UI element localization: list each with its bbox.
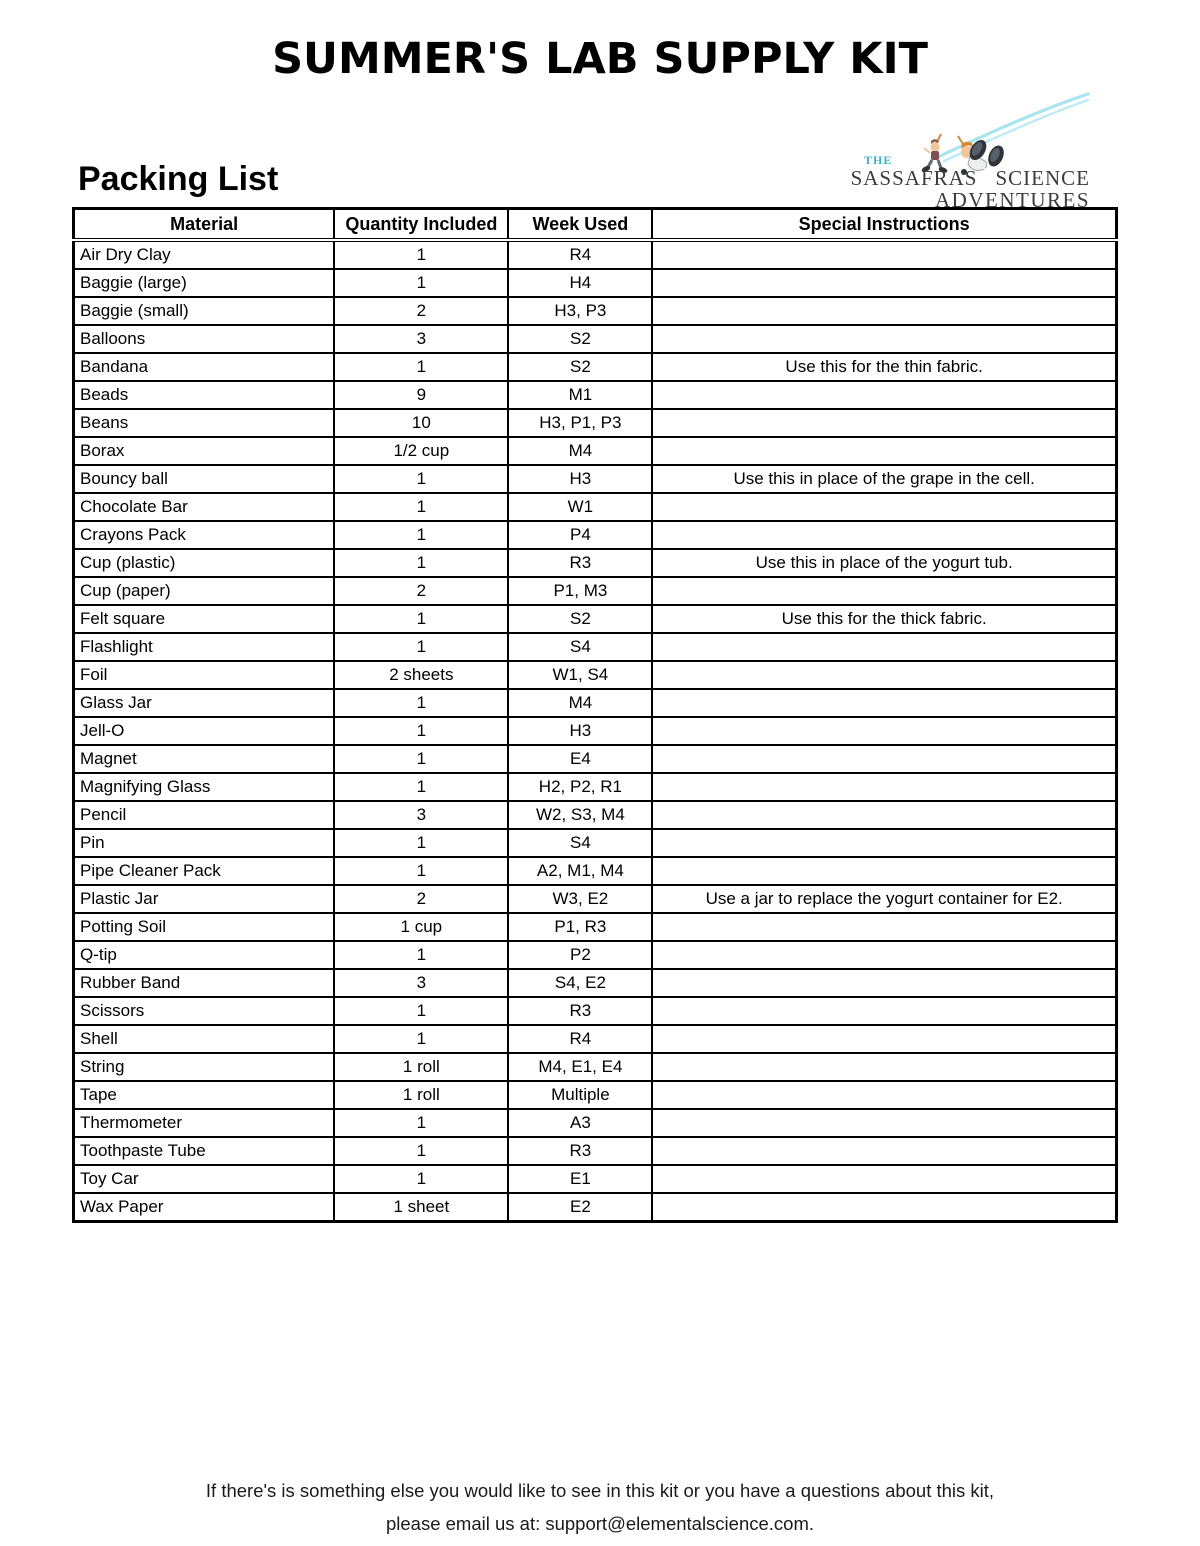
cell-quantity-included: 1 bbox=[334, 269, 508, 297]
cell-week-used: P1, M3 bbox=[508, 577, 652, 605]
cell-special-instructions bbox=[652, 409, 1116, 437]
packing-list-table bbox=[72, 207, 1118, 1223]
cell-material: Shell bbox=[74, 1025, 335, 1053]
cell-quantity-included: 2 bbox=[334, 577, 508, 605]
cell-material: Cup (plastic) bbox=[74, 549, 335, 577]
cell-material: Toothpaste Tube bbox=[74, 1137, 335, 1165]
cell-week-used: H4 bbox=[508, 269, 652, 297]
cell-special-instructions bbox=[652, 1025, 1116, 1053]
page-title: SUMMER'S LAB SUPPLY KIT bbox=[272, 34, 928, 84]
table-row bbox=[74, 437, 1117, 465]
cell-material: Chocolate Bar bbox=[74, 493, 335, 521]
cell-special-instructions bbox=[652, 437, 1116, 465]
cell-week-used: P4 bbox=[508, 521, 652, 549]
cell-special-instructions bbox=[652, 773, 1116, 801]
cell-quantity-included: 1/2 cup bbox=[334, 437, 508, 465]
cell-quantity-included: 3 bbox=[334, 801, 508, 829]
cell-special-instructions bbox=[652, 913, 1116, 941]
cell-quantity-included: 1 bbox=[334, 1025, 508, 1053]
cell-quantity-included: 1 bbox=[334, 465, 508, 493]
cell-special-instructions bbox=[652, 969, 1116, 997]
cell-special-instructions bbox=[652, 577, 1116, 605]
header-special-instructions: Special Instructions bbox=[652, 209, 1116, 240]
cell-week-used: H3 bbox=[508, 465, 652, 493]
cell-material: Beads bbox=[74, 381, 335, 409]
cell-special-instructions bbox=[652, 689, 1116, 717]
cell-quantity-included: 1 bbox=[334, 240, 508, 269]
cell-quantity-included: 1 bbox=[334, 605, 508, 633]
table-row bbox=[74, 969, 1117, 997]
cell-quantity-included: 3 bbox=[334, 969, 508, 997]
cell-quantity-included: 1 bbox=[334, 997, 508, 1025]
cell-special-instructions: Use a jar to replace the yogurt container for E2. bbox=[652, 885, 1116, 913]
cell-material: Toy Car bbox=[74, 1165, 335, 1193]
cell-quantity-included: 1 bbox=[334, 1165, 508, 1193]
cell-week-used: H3, P1, P3 bbox=[508, 409, 652, 437]
cell-quantity-included: 1 cup bbox=[334, 913, 508, 941]
cell-special-instructions bbox=[652, 857, 1116, 885]
sassafras-logo bbox=[840, 92, 1090, 210]
cell-material: Felt square bbox=[74, 605, 335, 633]
cell-quantity-included: 9 bbox=[334, 381, 508, 409]
cell-special-instructions bbox=[652, 801, 1116, 829]
cell-material: Pencil bbox=[74, 801, 335, 829]
table-row bbox=[74, 577, 1117, 605]
cell-week-used: E1 bbox=[508, 1165, 652, 1193]
cell-week-used: A3 bbox=[508, 1109, 652, 1137]
cell-special-instructions bbox=[652, 829, 1116, 857]
cell-special-instructions bbox=[652, 1193, 1116, 1222]
footer-note bbox=[0, 1474, 1200, 1540]
cell-quantity-included: 1 sheet bbox=[334, 1193, 508, 1222]
cell-week-used: R4 bbox=[508, 240, 652, 269]
table-row bbox=[74, 913, 1117, 941]
cell-material: Thermometer bbox=[74, 1109, 335, 1137]
cell-special-instructions bbox=[652, 745, 1116, 773]
cell-material: Q-tip bbox=[74, 941, 335, 969]
cell-special-instructions bbox=[652, 941, 1116, 969]
cell-quantity-included: 1 bbox=[334, 493, 508, 521]
table-row bbox=[74, 1193, 1117, 1222]
cell-week-used: S2 bbox=[508, 605, 652, 633]
cell-quantity-included: 1 bbox=[334, 773, 508, 801]
table-row bbox=[74, 549, 1117, 577]
header-week-used: Week Used bbox=[508, 209, 652, 240]
cell-quantity-included: 2 bbox=[334, 297, 508, 325]
cell-special-instructions bbox=[652, 1165, 1116, 1193]
table-row bbox=[74, 689, 1117, 717]
cell-material: Baggie (large) bbox=[74, 269, 335, 297]
cell-quantity-included: 1 bbox=[334, 689, 508, 717]
cell-special-instructions: Use this for the thin fabric. bbox=[652, 353, 1116, 381]
cell-special-instructions bbox=[652, 381, 1116, 409]
table-row bbox=[74, 1109, 1117, 1137]
cell-week-used: S4 bbox=[508, 829, 652, 857]
table-row bbox=[74, 773, 1117, 801]
cell-quantity-included: 1 roll bbox=[334, 1081, 508, 1109]
table-row bbox=[74, 297, 1117, 325]
cell-week-used: P2 bbox=[508, 941, 652, 969]
table-row bbox=[74, 240, 1117, 269]
cell-material: Foil bbox=[74, 661, 335, 689]
cell-material: Bouncy ball bbox=[74, 465, 335, 493]
cell-week-used: R4 bbox=[508, 1025, 652, 1053]
table-row bbox=[74, 381, 1117, 409]
cell-material: Plastic Jar bbox=[74, 885, 335, 913]
logo-sassafras-text: SASSAFRAS bbox=[850, 166, 978, 190]
cell-material: Potting Soil bbox=[74, 913, 335, 941]
cell-material: Wax Paper bbox=[74, 1193, 335, 1222]
cell-material: Air Dry Clay bbox=[74, 240, 335, 269]
cell-week-used: S4, E2 bbox=[508, 969, 652, 997]
cell-week-used: S2 bbox=[508, 325, 652, 353]
table-row bbox=[74, 1165, 1117, 1193]
logo-adventures-text: ADVENTURES bbox=[935, 188, 1090, 212]
cell-week-used: R3 bbox=[508, 1137, 652, 1165]
cell-material: Pipe Cleaner Pack bbox=[74, 857, 335, 885]
cell-special-instructions: Use this in place of the grape in the cell. bbox=[652, 465, 1116, 493]
cell-quantity-included: 2 bbox=[334, 885, 508, 913]
cell-material: Crayons Pack bbox=[74, 521, 335, 549]
cell-week-used: M4 bbox=[508, 689, 652, 717]
table-row bbox=[74, 605, 1117, 633]
cell-special-instructions bbox=[652, 269, 1116, 297]
cell-week-used: H3 bbox=[508, 717, 652, 745]
logo-science-text: SCIENCE bbox=[995, 166, 1090, 190]
cell-material: Pin bbox=[74, 829, 335, 857]
table-row bbox=[74, 521, 1117, 549]
cell-special-instructions: Use this for the thick fabric. bbox=[652, 605, 1116, 633]
cell-week-used: S2 bbox=[508, 353, 652, 381]
cell-quantity-included: 1 bbox=[334, 1137, 508, 1165]
cell-week-used: W3, E2 bbox=[508, 885, 652, 913]
cell-quantity-included: 1 bbox=[334, 549, 508, 577]
logo-the-label: THE bbox=[864, 153, 893, 167]
cell-week-used: H2, P2, R1 bbox=[508, 773, 652, 801]
table-row bbox=[74, 465, 1117, 493]
cell-material: Beans bbox=[74, 409, 335, 437]
cell-week-used: R3 bbox=[508, 997, 652, 1025]
cell-week-used: H3, P3 bbox=[508, 297, 652, 325]
cell-material: Baggie (small) bbox=[74, 297, 335, 325]
table-row bbox=[74, 857, 1117, 885]
cell-material: Tape bbox=[74, 1081, 335, 1109]
cell-quantity-included: 1 bbox=[334, 829, 508, 857]
cell-quantity-included: 1 bbox=[334, 521, 508, 549]
cell-special-instructions bbox=[652, 325, 1116, 353]
cell-material: Rubber Band bbox=[74, 969, 335, 997]
table-row bbox=[74, 633, 1117, 661]
cell-material: Jell-O bbox=[74, 717, 335, 745]
cell-material: Scissors bbox=[74, 997, 335, 1025]
cell-special-instructions bbox=[652, 1137, 1116, 1165]
cell-week-used: R3 bbox=[508, 549, 652, 577]
table-row bbox=[74, 885, 1117, 913]
cell-special-instructions bbox=[652, 1053, 1116, 1081]
cell-quantity-included: 1 bbox=[334, 717, 508, 745]
cell-material: Magnifying Glass bbox=[74, 773, 335, 801]
cell-special-instructions bbox=[652, 717, 1116, 745]
cell-quantity-included: 1 bbox=[334, 633, 508, 661]
cell-week-used: M1 bbox=[508, 381, 652, 409]
cell-week-used: E2 bbox=[508, 1193, 652, 1222]
cell-quantity-included: 10 bbox=[334, 409, 508, 437]
table-row bbox=[74, 1025, 1117, 1053]
cell-material: Bandana bbox=[74, 353, 335, 381]
cell-week-used: W2, S3, M4 bbox=[508, 801, 652, 829]
cell-special-instructions: Use this in place of the yogurt tub. bbox=[652, 549, 1116, 577]
cell-quantity-included: 1 bbox=[334, 857, 508, 885]
cell-material: Glass Jar bbox=[74, 689, 335, 717]
cell-special-instructions bbox=[652, 521, 1116, 549]
header-material: Material bbox=[74, 209, 335, 240]
table-row bbox=[74, 745, 1117, 773]
cell-material: Cup (paper) bbox=[74, 577, 335, 605]
cell-quantity-included: 1 bbox=[334, 1109, 508, 1137]
table-row bbox=[74, 1137, 1117, 1165]
cell-week-used: Multiple bbox=[508, 1081, 652, 1109]
table-row bbox=[74, 801, 1117, 829]
table-row bbox=[74, 829, 1117, 857]
cell-material: Borax bbox=[74, 437, 335, 465]
cell-material: Magnet bbox=[74, 745, 335, 773]
footer-line2: please email us at: support@elementalscience.com. bbox=[385, 1513, 815, 1534]
cell-quantity-included: 2 sheets bbox=[334, 661, 508, 689]
cell-week-used: A2, M1, M4 bbox=[508, 857, 652, 885]
table-row bbox=[74, 353, 1117, 381]
table-row bbox=[74, 269, 1117, 297]
packing-list-rows bbox=[74, 240, 1117, 1222]
cell-special-instructions bbox=[652, 1109, 1116, 1137]
cell-quantity-included: 1 bbox=[334, 745, 508, 773]
cell-quantity-included: 3 bbox=[334, 325, 508, 353]
cell-week-used: E4 bbox=[508, 745, 652, 773]
cell-week-used: S4 bbox=[508, 633, 652, 661]
header-quantity-included: Quantity Included bbox=[334, 209, 508, 240]
cell-week-used: W1 bbox=[508, 493, 652, 521]
cell-week-used: W1, S4 bbox=[508, 661, 652, 689]
cell-week-used: M4, E1, E4 bbox=[508, 1053, 652, 1081]
cell-material: Flashlight bbox=[74, 633, 335, 661]
cell-week-used: M4 bbox=[508, 437, 652, 465]
table-row bbox=[74, 409, 1117, 437]
section-heading: Packing List bbox=[78, 160, 279, 198]
table-row bbox=[74, 941, 1117, 969]
cell-week-used: P1, R3 bbox=[508, 913, 652, 941]
cell-special-instructions bbox=[652, 633, 1116, 661]
table-row bbox=[74, 493, 1117, 521]
cell-material: Balloons bbox=[74, 325, 335, 353]
table-header-row bbox=[74, 209, 1117, 240]
cell-special-instructions bbox=[652, 661, 1116, 689]
cell-quantity-included: 1 roll bbox=[334, 1053, 508, 1081]
cell-quantity-included: 1 bbox=[334, 353, 508, 381]
cell-material: String bbox=[74, 1053, 335, 1081]
cell-special-instructions bbox=[652, 1081, 1116, 1109]
table-row bbox=[74, 1053, 1117, 1081]
cell-special-instructions bbox=[652, 297, 1116, 325]
table-row bbox=[74, 997, 1117, 1025]
cell-special-instructions bbox=[652, 240, 1116, 269]
table-row bbox=[74, 717, 1117, 745]
cell-quantity-included: 1 bbox=[334, 941, 508, 969]
table-row bbox=[74, 1081, 1117, 1109]
table-row bbox=[74, 325, 1117, 353]
cell-special-instructions bbox=[652, 493, 1116, 521]
cell-special-instructions bbox=[652, 997, 1116, 1025]
table-row bbox=[74, 661, 1117, 689]
footer-line1: If there's is something else you would like to see in this kit or you have a questions about this kit, bbox=[205, 1480, 995, 1501]
